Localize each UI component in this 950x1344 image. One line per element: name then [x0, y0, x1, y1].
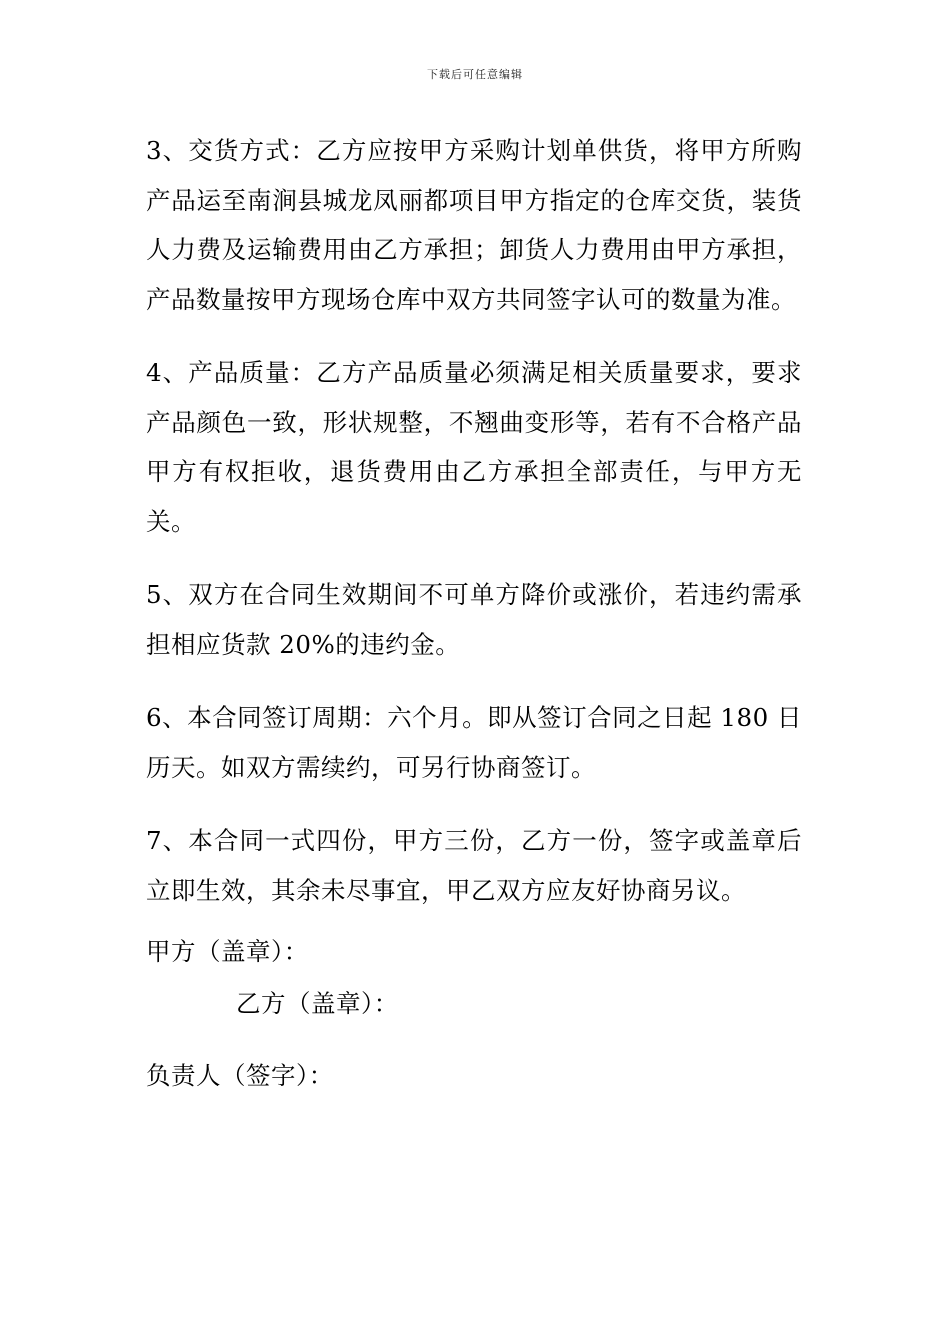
clause-contract-period: 6、本合同签订周期：六个月。即从签订合同之日起 180 日历天。如双方需续约，可另行协商签订。 — [146, 703, 802, 782]
clause-delivery-method: 3、交货方式：乙方应按甲方采购计划单供货，将甲方所购产品运至南涧县城龙凤丽都项目甲方指定的仓库交货，装货人力费及运输费用由乙方承担；卸货人力费用由甲方承担，产品数量按甲方现场仓库中双方共同签字认可的数量为准。 — [146, 136, 802, 314]
party-a-seal-label: 甲方（盖章）： — [146, 937, 309, 966]
header-note: 下载后可任意编辑 — [427, 68, 523, 81]
party-b-seal-label: 乙方（盖章）： — [236, 988, 399, 1018]
signature-block — [146, 927, 802, 1101]
clause-price-adjustment: 5、双方在合同生效期间不可单方降价或涨价，若违约需承担相应货款 20%的违约金。 — [146, 580, 802, 659]
contract-body — [146, 126, 802, 1101]
responsible-signature-label: 负责人（签字）： — [146, 1061, 334, 1090]
clause-product-quality: 4、产品质量：乙方产品质量必须满足相关质量要求，要求产品颜色一致，形状规整，不翘曲变形等，若有不合格产品甲方有权拒收，退货费用由乙方承担全部责任，与甲方无关。 — [146, 358, 802, 536]
clause-copies-effect: 7、本合同一式四份，甲方三份，乙方一份，签字或盖章后立即生效，其余未尽事宜，甲乙双方应友好协商另议。 — [146, 826, 802, 905]
